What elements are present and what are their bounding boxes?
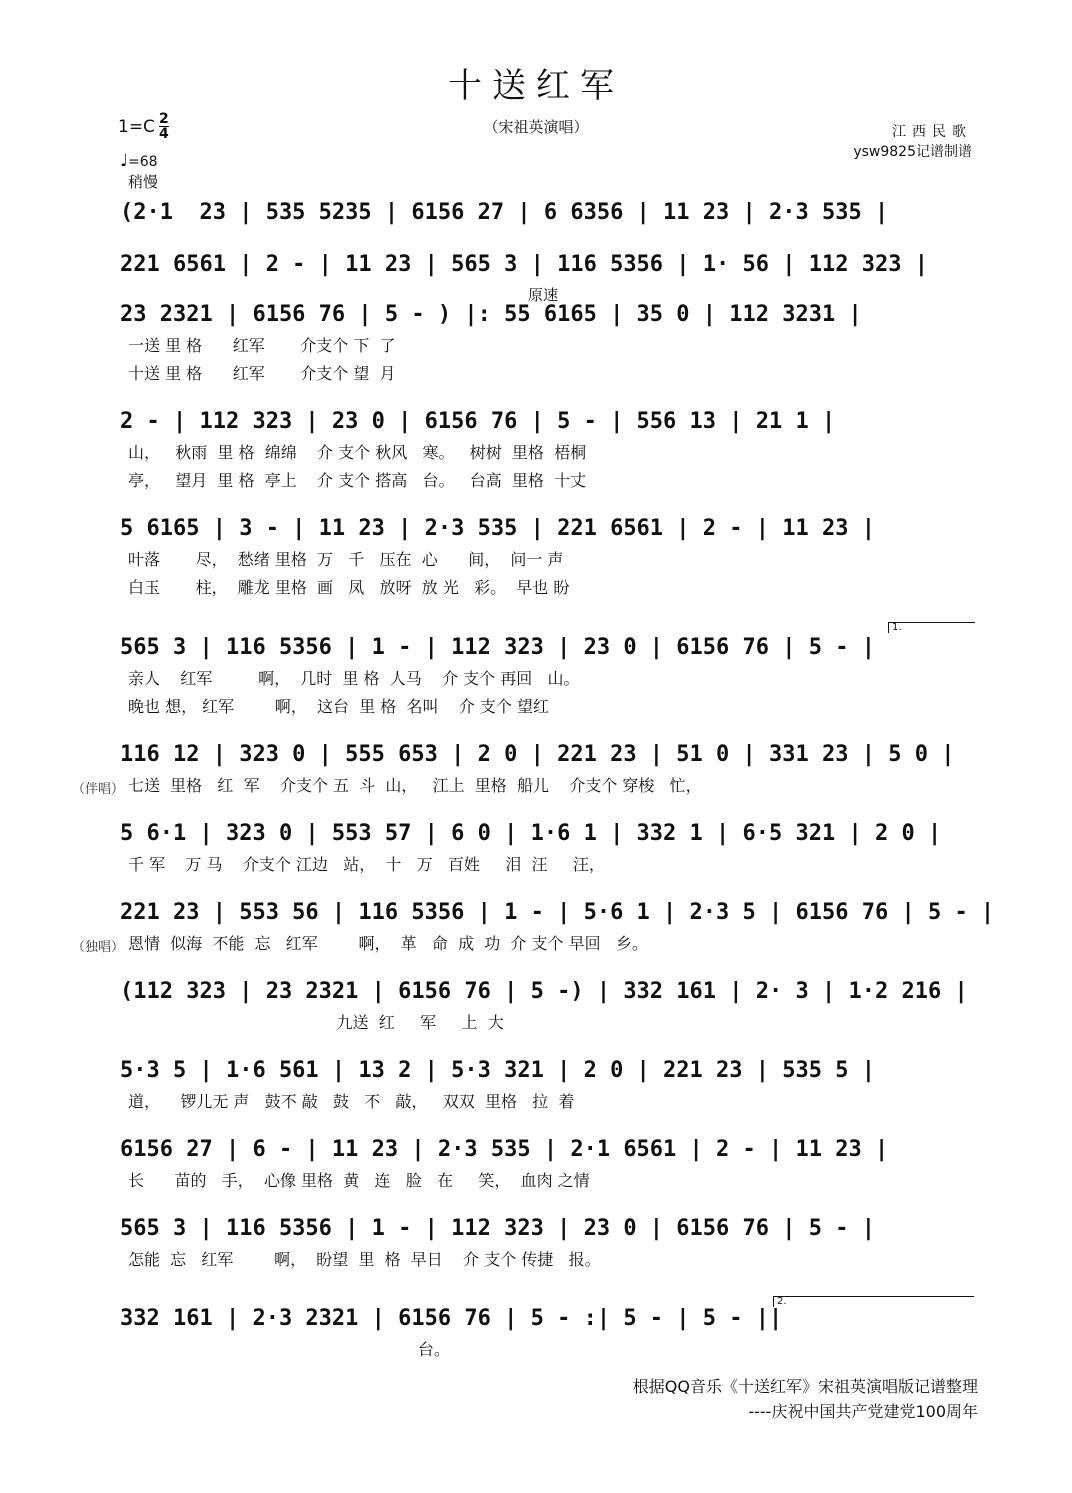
lyric-line: 晚也 想， 红军 啊， 这台 里 格 名叫 介 支个 望红	[128, 697, 549, 716]
time-top: 2	[158, 111, 169, 127]
score-meta-right	[853, 122, 972, 162]
arranger-label: ysw9825记谱制谱	[853, 144, 972, 160]
notation-line: 2 - | 112 323 | 23 0 | 6156 76 | 5 - | 556 13 | 21 1 |	[120, 409, 836, 434]
time-bottom: 4	[158, 126, 169, 142]
footer-dedication: ----庆祝中国共产党建党100周年	[748, 1402, 978, 1421]
notation-line: 5·3 5 | 1·6 561 | 13 2 | 5·3 321 | 2 0 | 221 23 | 535 5 |	[120, 1058, 875, 1083]
lyric-line: 恩情 似海 不能 忘 红军 啊， 革 命 成 功 介 支个 早回 乡。	[128, 934, 648, 953]
score-system	[120, 298, 976, 388]
lyric-line: 山， 秋雨 里 格 绵绵 介 支个 秋风 寒。 树树 里格 梧桐	[128, 443, 587, 462]
score-system	[120, 817, 976, 879]
score-meta-left	[118, 112, 169, 192]
lyric-line: 叶落 尽， 愁绪 里格 万 千 压在 心 间， 问一 声	[128, 550, 564, 569]
second-ending-label: 2.	[777, 1296, 787, 1307]
genre-label: 江西民歌	[892, 124, 972, 140]
lyric-line: 十送 里 格 红军 介支个 望 月	[128, 364, 396, 383]
lyric-line: 一送 里 格 红军 介支个 下 了	[128, 336, 396, 355]
first-ending-bracket	[888, 622, 975, 633]
lyric-line: 道， 锣儿无 声 鼓不 敲 鼓 不 敲， 双双 里格 拉 着	[128, 1092, 575, 1111]
notation-line: 332 161 | 2·3 2321 | 6156 76 | 5 - :| 5 - | 5 - ||	[120, 1306, 783, 1331]
original-speed-mark: 原速	[528, 286, 559, 304]
first-ending-label: 1.	[892, 622, 902, 633]
notation-line: (2·1 23 | 535 5235 | 6156 27 | 6 6356 | 11 23 | 2·3 535 |	[120, 200, 889, 225]
notation-line: 116 12 | 323 0 | 555 653 | 2 0 | 221 23 | 51 0 | 331 23 | 5 0 |	[120, 742, 955, 767]
key-signature	[118, 112, 169, 141]
notation-line: 221 23 | 553 56 | 116 5356 | 1 - | 5·6 1 | 2·3 5 | 6156 76 | 5 - |	[120, 900, 995, 925]
song-title: 十送红军	[448, 66, 624, 106]
footer-note	[633, 1374, 978, 1424]
notation-line: (112 323 | 23 2321 | 6156 76 | 5 -) | 332 161 | 2· 3 | 1·2 216 |	[120, 979, 968, 1004]
score-system	[120, 631, 976, 721]
notation-line: 5 6·1 | 323 0 | 553 57 | 6 0 | 1·6 1 | 332 1 | 6·5 321 | 2 0 |	[120, 821, 942, 846]
lyric-line: 长 苗的 手， 心像 里格 黄 连 脸 在 笑， 血肉 之情	[128, 1171, 590, 1190]
notation-line: 5 6165 | 3 - | 11 23 | 2·3 535 | 221 6561 | 2 - | 11 23 |	[120, 516, 875, 541]
second-ending-bracket	[773, 1296, 974, 1307]
score-system	[120, 1133, 976, 1195]
tempo-value: =68	[128, 154, 158, 170]
tempo-marking	[120, 151, 169, 171]
score-system	[120, 1054, 976, 1116]
score-system	[120, 512, 976, 602]
time-signature	[159, 112, 169, 141]
score-system	[72, 738, 976, 800]
notation-line: 565 3 | 116 5356 | 1 - | 112 323 | 23 0 | 6156 76 | 5 - |	[120, 1216, 875, 1241]
lyric-line: 白玉 柱， 雕龙 里格 画 凤 放呀 放 光 彩。 早也 盼	[128, 578, 570, 597]
lyric-line: 台。	[128, 1340, 450, 1359]
performer-subtitle: （宋祖英演唱）	[483, 118, 589, 136]
lyric-line: 亲人 红军 啊， 几时 里 格 人马 介 支个 再回 山。	[128, 669, 580, 688]
notation-line: 565 3 | 116 5356 | 1 - | 112 323 | 23 0 | 6156 76 | 5 - |	[120, 635, 875, 660]
score-system	[72, 896, 995, 958]
solo-mark: （独唱）	[72, 940, 125, 955]
accompaniment-mark: （伴唱）	[72, 782, 125, 797]
key-label: 1=C	[118, 116, 155, 137]
score-system	[120, 196, 976, 230]
score-system	[120, 405, 976, 495]
score-system	[120, 975, 976, 1037]
lyric-line: 亭， 望月 里 格 亭上 介 支个 搭高 台。 台高 里格 十丈	[128, 471, 587, 490]
lyric-line: 七送 里格 红 军 介支个 五 斗 山， 江上 里格 船儿 介支个 穿梭 忙，	[128, 776, 702, 795]
notation-line: 221 6561 | 2 - | 11 23 | 565 3 | 116 5356 | 1· 56 | 112 323 |	[120, 252, 928, 277]
score-system	[120, 1212, 976, 1274]
speed-marking: 稍慢	[128, 173, 159, 191]
lyric-line: 九送 红 军 上 大	[128, 1013, 504, 1032]
notation-line: 23 2321 | 6156 76 | 5 - ) |: 55 6165 | 35 0 | 112 3231 |	[120, 302, 862, 327]
lyric-line: 千 军 万 马 介支个 江边 站， 十 万 百姓 泪 汪 汪，	[128, 855, 605, 874]
score-system	[120, 248, 976, 282]
lyric-line: 怎能 忘 红军 啊， 盼望 里 格 早日 介 支个 传捷 报。	[128, 1250, 601, 1269]
notation-line: 6156 27 | 6 - | 11 23 | 2·3 535 | 2·1 6561 | 2 - | 11 23 |	[120, 1137, 889, 1162]
quarter-note-icon: ♩	[120, 151, 129, 171]
footer-source: 根据QQ音乐《十送红军》宋祖英演唱版记谱整理	[632, 1377, 978, 1396]
score-system	[120, 1302, 976, 1364]
